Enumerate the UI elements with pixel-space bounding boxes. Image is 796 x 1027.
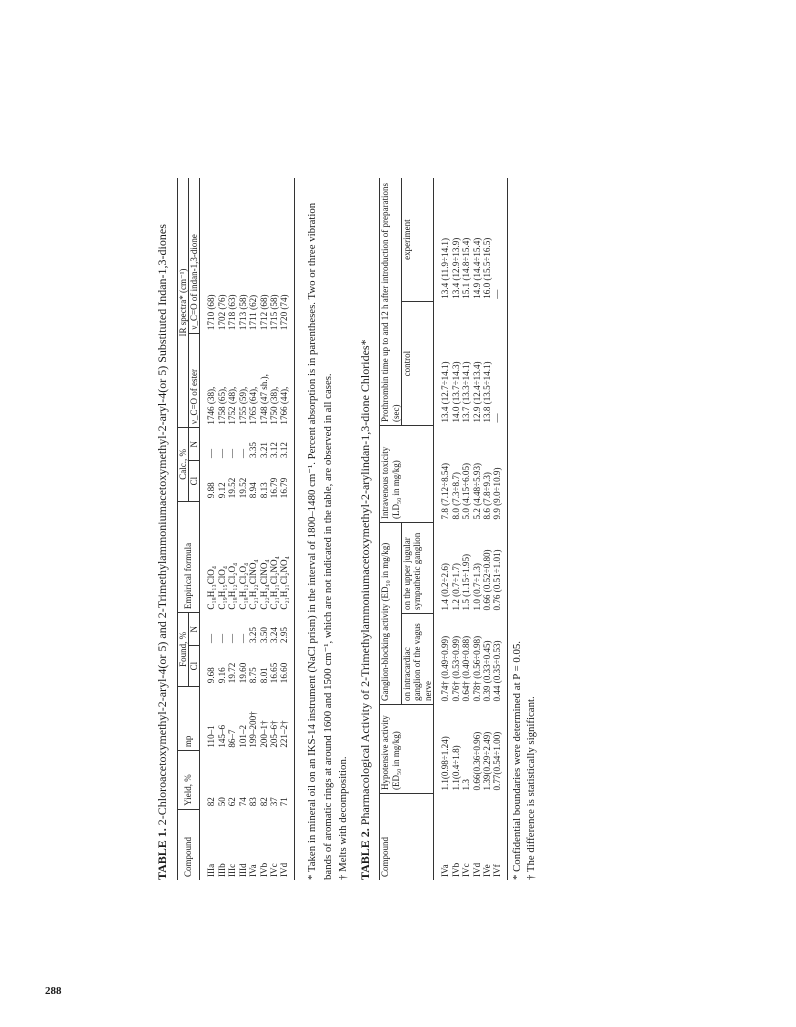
t2-cell-compound: IVb bbox=[450, 862, 461, 877]
t1-cell-formula: C₁₉H₁₅ClO₄ bbox=[216, 565, 227, 610]
t1-header-ir-indan: ν_C=O of indan-1,3-dione bbox=[188, 178, 199, 333]
t1-cell-yield: 62 bbox=[227, 797, 238, 807]
t1-cell-calc-cl: 9.12 bbox=[216, 482, 227, 499]
table-row bbox=[238, 178, 248, 880]
table2-caption-label: TABLE 2. bbox=[357, 828, 372, 880]
t1-cell-calc-n: — bbox=[237, 448, 248, 458]
t1-cell-found-cl: 8.75 bbox=[248, 667, 259, 684]
t1-cell-found-n: — bbox=[227, 633, 238, 643]
t2-header-hypotensive: Hypotensive activity (ED₅₀ in mg/kg) bbox=[380, 705, 434, 794]
t1-cell-indan: 1702 (76) bbox=[216, 294, 227, 331]
t1-cell-calc-cl: 16.79 bbox=[279, 461, 294, 501]
t1-cell-ester: 1746 (38), bbox=[206, 386, 217, 425]
t2-header-upper-jugular: on the upper jugular sympathetic ganglion bbox=[402, 523, 434, 614]
t1-cell-found-n: 3.50 bbox=[258, 627, 269, 643]
table-row bbox=[472, 178, 482, 880]
t1-cell-compound: IVa bbox=[248, 864, 259, 877]
t1-header-yield: Yield, % bbox=[177, 751, 200, 810]
t1-cell-compound: IVd bbox=[279, 809, 294, 880]
t1-cell-found-n: — bbox=[237, 633, 248, 643]
table1-caption-text: 2-Chloroacetoxymethyl-2-aryl-4(or 5) and 2-Trimethylammoniumacetoxymethyl-2-aryl-4(or 5) Substituted Indan-1,3-diones bbox=[155, 224, 169, 826]
t2-cell-experiment: 14.9 (14.4÷15.4) bbox=[471, 237, 482, 299]
t2-cell-compound: IVc bbox=[461, 863, 472, 877]
t1-header-compound: Compound bbox=[177, 809, 200, 880]
t1-cell-mp: 199–200† bbox=[248, 711, 259, 748]
t1-cell-ester: 1758 (65), bbox=[216, 386, 227, 425]
t1-cell-formula: C₁₈H₁₃ClO₄ bbox=[206, 565, 217, 610]
t1-cell-formula: C₁₈H₁₂Cl₂O₄ bbox=[237, 562, 248, 610]
table2-footnote-significance: † The difference is statistically significant. bbox=[525, 696, 538, 880]
t1-cell-found-n: — bbox=[216, 633, 227, 643]
t1-cell-ester: 1766 (44), bbox=[279, 333, 294, 428]
t1-cell-mp: 110–1 bbox=[206, 725, 217, 748]
t1-cell-calc-cl: 16.79 bbox=[269, 477, 279, 499]
table2 bbox=[379, 178, 507, 880]
t1-cell-calc-n: — bbox=[216, 448, 227, 458]
t2-cell-upper-jugular: 0.66 (0.52÷0.80) bbox=[481, 549, 492, 611]
table-row bbox=[217, 178, 227, 880]
t1-cell-ester: 1755 (59), bbox=[237, 386, 248, 425]
t2-cell-compound: IVe bbox=[481, 864, 492, 877]
t1-cell-calc-n: 3.35 bbox=[248, 442, 259, 458]
t2-cell-compound: IVd bbox=[471, 862, 482, 877]
t2-cell-hypotensive: 1.1(0.4÷1.8) bbox=[450, 745, 461, 791]
t1-cell-found-cl: 16.60 bbox=[279, 646, 294, 686]
t1-cell-yield: 50 bbox=[216, 797, 227, 807]
table2-footnotes bbox=[510, 0, 539, 880]
t1-header-calc: Calc., % bbox=[177, 428, 188, 502]
t1-cell-mp: 86–7 bbox=[227, 729, 238, 748]
t1-cell-mp: 221–2† bbox=[279, 686, 294, 750]
t1-cell-yield: 71 bbox=[279, 751, 294, 810]
t1-cell-indan: 1712 (68) bbox=[258, 294, 269, 331]
t2-cell-intracardiac: 0.44 (0.35÷0.53) bbox=[492, 614, 507, 705]
table-row bbox=[227, 178, 237, 880]
t2-header-intracardiac: on intracardiac ganglion of the vagus nerve bbox=[402, 614, 434, 705]
t2-cell-upper-jugular: 0.76 (0.51÷1.01) bbox=[492, 523, 507, 614]
t1-cell-calc-n: 3.12 bbox=[269, 442, 279, 458]
t1-cell-formula: C₁₈H₁₂Cl₂O₄ bbox=[227, 562, 238, 610]
t1-cell-calc-cl: 19.52 bbox=[237, 477, 248, 499]
t1-header-mp: mp bbox=[177, 686, 200, 750]
t1-cell-found-cl: 9.16 bbox=[216, 667, 227, 684]
t1-header-ir-ester: ν_C=O of ester bbox=[188, 333, 199, 428]
t2-header-control: control bbox=[402, 302, 434, 426]
t2-cell-intracardiac: 0.78† (0.56÷0.98) bbox=[471, 635, 482, 702]
t1-cell-ester: 1752 (48), bbox=[227, 386, 238, 425]
t2-cell-control: 13.8 (13.5÷14.1) bbox=[481, 361, 492, 423]
t1-cell-mp: 200–1† bbox=[258, 720, 269, 748]
t1-cell-compound: IIIa bbox=[206, 863, 217, 877]
t2-cell-experiment: — bbox=[492, 178, 507, 302]
t2-header-intravenous: Intravenous toxicity (LD₅₀ in mg/kg) bbox=[380, 426, 434, 523]
t2-cell-hypotensive: 1.1(0.98÷1.24) bbox=[440, 736, 451, 791]
t1-header-found-cl: Cl bbox=[188, 646, 199, 686]
t1-cell-compound: IVc bbox=[269, 863, 279, 877]
t2-cell-upper-jugular: 1.4 (0.2÷2.6) bbox=[440, 563, 451, 611]
t2-cell-toxicity: 9.9 (9.0÷10.9) bbox=[492, 426, 507, 523]
t1-cell-mp: 145–6 bbox=[216, 724, 227, 748]
table1-note-ir: * Taken in mineral oil on an IKS-14 instrument (NaCl prism) in the interval of 1800–1480 cm⁻¹. Percent absorption is in parentheses. Two or three vibration bands of aromatic rings at around 1600 and 1500 cm⁻¹, which are not indicated in the table, are observed in all cases. bbox=[305, 202, 334, 880]
t1-cell-found-n: 3.25 bbox=[248, 627, 259, 643]
t2-cell-toxicity: 8.6 (7.8÷9.3) bbox=[481, 472, 492, 520]
t1-cell-found-cl: 8.01 bbox=[258, 667, 269, 684]
t1-header-found: Found, % bbox=[177, 613, 188, 687]
t2-cell-control: 13.4 (12.7÷14.1) bbox=[440, 361, 451, 423]
t2-cell-hypotensive: 0.66(0.36÷0.96) bbox=[471, 731, 482, 791]
t1-cell-compound: IIIc bbox=[227, 863, 238, 877]
t1-cell-found-cl: 19.60 bbox=[237, 662, 248, 684]
t1-cell-indan: 1720 (74) bbox=[279, 178, 294, 333]
t1-cell-found-n: 2.95 bbox=[279, 613, 294, 646]
t2-cell-intracardiac: 0.76† (0.53÷0.99) bbox=[450, 635, 461, 702]
t1-cell-found-cl: 19.72 bbox=[227, 662, 238, 684]
t1-cell-indan: 1710 (68) bbox=[206, 294, 217, 331]
t2-cell-experiment: 13.4 (11.9÷14.1) bbox=[440, 238, 451, 299]
t1-cell-formula: C₂₁H₂₁Cl₂NO₄ bbox=[279, 501, 294, 612]
t1-cell-indan: 1718 (63) bbox=[227, 294, 238, 331]
t2-cell-experiment: 16.0 (15.5÷16.5) bbox=[481, 237, 492, 299]
t1-cell-calc-cl: 19.52 bbox=[227, 477, 238, 499]
t1-cell-found-cl: 9.68 bbox=[206, 667, 217, 684]
t1-cell-indan: 1715 (58) bbox=[269, 294, 279, 331]
t1-cell-indan: 1711 (62) bbox=[248, 294, 259, 331]
t1-cell-calc-cl: 8.94 bbox=[248, 482, 259, 499]
table-row bbox=[461, 178, 471, 880]
t2-cell-hypotensive: 1.3 bbox=[461, 779, 472, 791]
table-row bbox=[269, 178, 279, 880]
t1-cell-formula: C₂₁H₂₂ClNO₄ bbox=[248, 559, 259, 610]
t1-header-ir: IR spectra* (cm⁻¹) bbox=[177, 178, 188, 428]
t1-cell-ester: 1750 (38), bbox=[269, 386, 279, 425]
t1-cell-mp: 101–2 bbox=[237, 724, 248, 748]
t1-cell-ester: 1748 (47 sh.), bbox=[258, 374, 269, 425]
table-row bbox=[279, 178, 294, 880]
t2-header-prothrombin: Prothrombin time up to and 12 h after introduction of preparations (sec) bbox=[380, 178, 402, 426]
t1-cell-ester: 1765 (64), bbox=[248, 386, 259, 425]
table1-notes bbox=[305, 200, 352, 880]
t1-cell-yield: 82 bbox=[206, 797, 217, 807]
t2-cell-upper-jugular: 1.5 (1.15÷1.95) bbox=[461, 553, 472, 611]
t1-cell-yield: 37 bbox=[269, 797, 279, 807]
t2-cell-experiment: 15.1 (14.8÷15.4) bbox=[461, 237, 472, 299]
rotated-page-content bbox=[155, 0, 796, 880]
table2-caption bbox=[358, 0, 374, 880]
table-row bbox=[434, 178, 451, 880]
t1-cell-formula: C₂₁H₂₁Cl₂NO₄ bbox=[269, 556, 279, 610]
t1-cell-calc-n: — bbox=[206, 448, 217, 458]
t2-cell-toxicity: 5.0 (4.15÷6.05) bbox=[461, 462, 472, 520]
t1-cell-found-n: — bbox=[206, 633, 217, 643]
table-row bbox=[259, 178, 269, 880]
t2-header-compound: Compound bbox=[380, 794, 434, 881]
t1-cell-yield: 82 bbox=[258, 797, 269, 807]
table2-footnote-confidence: * Confidential boundaries were determined at P = 0.05. bbox=[510, 641, 523, 880]
t2-cell-control: 13.7 (13.3÷14.1) bbox=[461, 361, 472, 423]
table-row bbox=[482, 178, 492, 880]
table2-caption-text: Pharmacological Activity of 2-Trimethylammoniumacetoxymethyl-2-arylindan-1,3-dione Chlorides* bbox=[357, 339, 372, 826]
table-row bbox=[492, 178, 507, 880]
t1-cell-compound: IIId bbox=[237, 863, 248, 877]
t2-cell-compound: IVf bbox=[492, 794, 507, 881]
t1-cell-yield: 74 bbox=[237, 797, 248, 807]
t2-cell-hypotensive: 0.77(0.54÷1.00) bbox=[492, 705, 507, 794]
t2-cell-control: 12.9 (12.4÷13.4) bbox=[471, 361, 482, 423]
table-row bbox=[200, 178, 217, 880]
t1-header-calc-n: N bbox=[188, 428, 199, 461]
t1-cell-calc-n: 3.21 bbox=[258, 442, 269, 458]
t1-header-empirical: Empirical formula bbox=[177, 501, 200, 612]
table1-caption bbox=[155, 0, 171, 880]
t1-cell-compound: IIIb bbox=[216, 863, 227, 877]
t2-cell-toxicity: 8.0 (7.3÷8.7) bbox=[450, 472, 461, 520]
t1-cell-calc-n: — bbox=[227, 448, 238, 458]
t1-cell-found-n: 3.24 bbox=[269, 627, 279, 643]
t1-cell-mp: 205–6† bbox=[269, 720, 279, 748]
t2-cell-intracardiac: 0.64† (0.40÷0.88) bbox=[461, 635, 472, 702]
table1 bbox=[177, 178, 295, 880]
t2-cell-upper-jugular: 1.0 (0.7÷1.3) bbox=[471, 563, 482, 611]
t1-cell-compound: IVb bbox=[258, 862, 269, 877]
table1-caption-label: TABLE 1. bbox=[155, 828, 169, 880]
t2-cell-experiment: 13.4 (12.9÷13.9) bbox=[450, 237, 461, 299]
t1-cell-calc-cl: 8.13 bbox=[258, 482, 269, 499]
t2-cell-toxicity: 5.2 (4.48÷5.93) bbox=[471, 462, 482, 520]
t2-cell-toxicity: 7.8 (7.12÷8.54) bbox=[440, 462, 451, 520]
t2-cell-intracardiac: 0.74† (0.49÷0.99) bbox=[440, 635, 451, 702]
t1-header-calc-cl: Cl bbox=[188, 461, 199, 501]
t1-cell-indan: 1713 (58) bbox=[237, 294, 248, 331]
t2-cell-control: — bbox=[492, 302, 507, 426]
t2-cell-upper-jugular: 1.2 (0.7÷1.7) bbox=[450, 563, 461, 611]
t2-cell-hypotensive: 1.39(0.29÷2.49) bbox=[481, 731, 492, 791]
t1-cell-yield: 83 bbox=[248, 797, 259, 807]
table-row bbox=[451, 178, 461, 880]
t1-cell-calc-n: 3.12 bbox=[279, 428, 294, 461]
t2-header-experiment: experiment bbox=[402, 178, 434, 302]
t2-header-ganglion: Ganglion-blocking activity (ED₅₀ in mg/kg) bbox=[380, 523, 402, 705]
t1-header-found-n: N bbox=[188, 613, 199, 646]
table1-note-decomposition: † Melts with decomposition. bbox=[337, 756, 350, 880]
t1-cell-calc-cl: 9.88 bbox=[206, 482, 217, 499]
page-number: 288 bbox=[45, 985, 62, 997]
t2-cell-intracardiac: 0.39 (0.33÷0.45) bbox=[481, 640, 492, 702]
t2-cell-compound: IVa bbox=[440, 864, 451, 877]
t2-cell-control: 14.0 (13.7÷14.3) bbox=[450, 361, 461, 423]
t1-cell-found-cl: 16.65 bbox=[269, 662, 279, 684]
table-row bbox=[248, 178, 258, 880]
t1-cell-formula: C₂₂H₂₄ClNO₄ bbox=[258, 559, 269, 610]
